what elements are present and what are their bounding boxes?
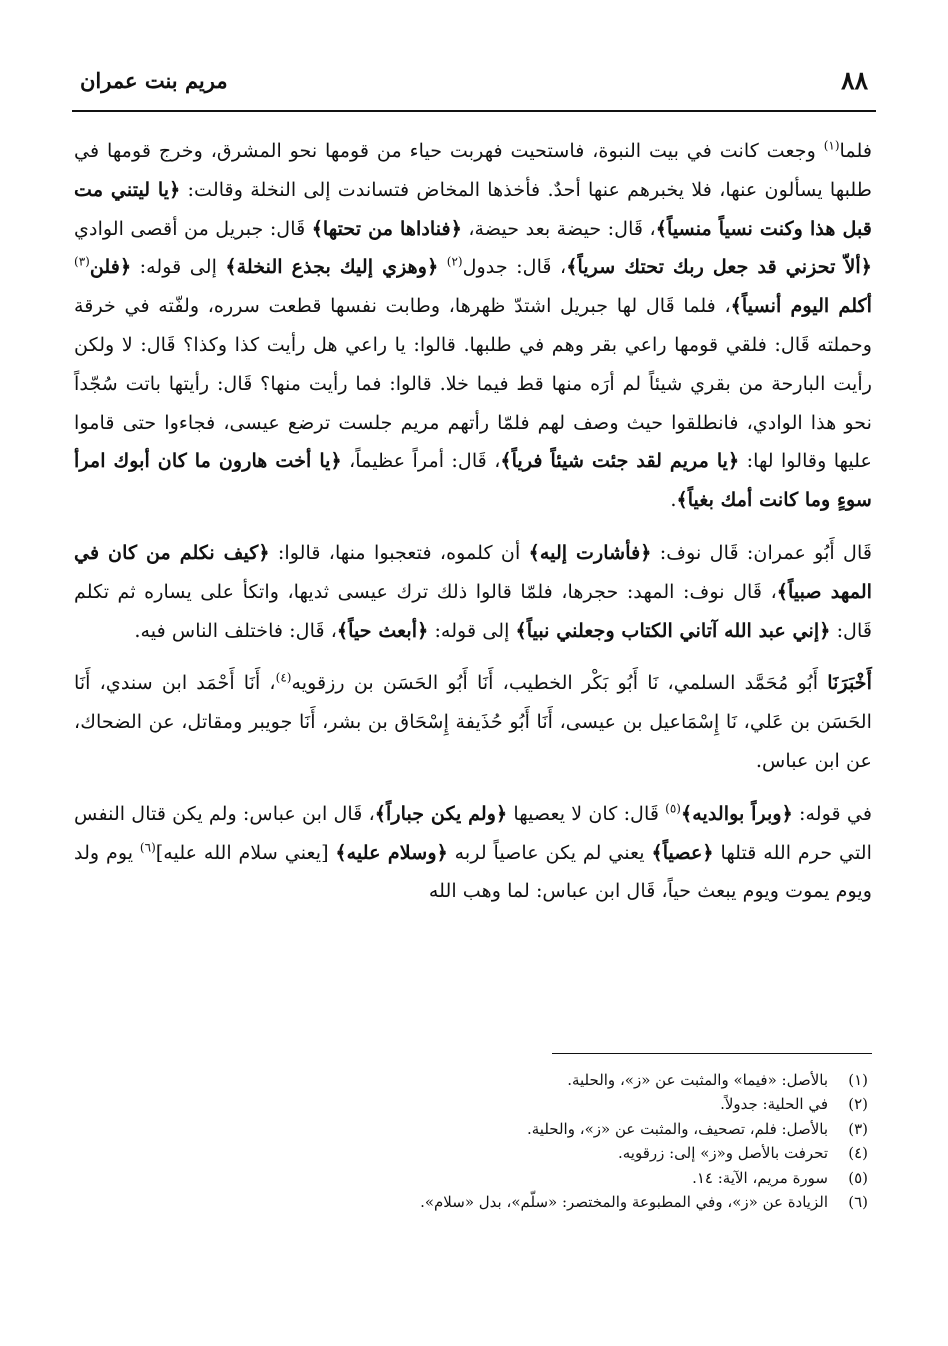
paragraph [74, 795, 872, 911]
footnote-text: تحرفت بالأصل و«ز» إلى: زرقويه. [617, 1144, 828, 1163]
text-segment: [يعني سلام الله عليه] [155, 840, 336, 864]
header-divider [72, 110, 876, 112]
text-segment: ، قَال: فاختلف الناس فيه. [134, 618, 337, 642]
quran-quote: ﴿فلن [89, 255, 132, 279]
text-segment: أَبُو مُحَمَّد السلمي، نَا أَبُو بَكْر الخطيب، أَنَا أَبُو الحَسَن بن رزقويه [291, 671, 828, 695]
footnote-ref: (٢) [446, 255, 463, 269]
quran-quote: ﴿إني عبد الله آتاني الكتاب وجعلني نبياً﴾ [515, 618, 831, 642]
text-segment [438, 255, 446, 278]
footnote-text: في الحلية: جدولاً. [720, 1095, 828, 1114]
footnote-item [74, 1068, 868, 1092]
page-number: ٨٨ [841, 66, 868, 95]
text-segment: ، قَال ابن عباس: ولم يكن قتال النفس التي حرم الله قتلها [74, 801, 872, 864]
footnote-item [74, 1166, 868, 1190]
footnote-item [74, 1190, 868, 1214]
quran-quote: ﴿عصياً﴾ [651, 840, 714, 864]
quran-quote: ﴿يا أخت هارون ما كان أبوك امرأ سوءٍ وما كانت أمك بغياً﴾ [74, 449, 872, 512]
paragraph [74, 664, 872, 780]
quran-quote: ﴿وسلام عليه﴾ [335, 840, 448, 864]
quran-quote: ﴿يا مريم لقد جئت شيئاً فرياً﴾ [500, 449, 740, 473]
footnote-number: (٥) [848, 1168, 868, 1187]
paragraph [74, 534, 872, 650]
text-segment: قَال أَبُو عمران: قَال نوف: [651, 540, 872, 564]
quran-quote: ﴿ولم يكن جباراً﴾ [374, 801, 508, 825]
footnote-item [74, 1141, 868, 1165]
quran-quote: ﴿ألاّ تحزني قد جعل ربك تحتك سرياً﴾ [566, 255, 872, 279]
main-text [74, 132, 872, 925]
footnote-text: بالأصل: فلم، تصحيف، والمثبت عن «ز»، والحلية. [527, 1119, 828, 1138]
page-header [72, 62, 876, 102]
footnote-item [74, 1117, 868, 1141]
footnote-number: (٤) [848, 1144, 868, 1163]
running-title: مريم بنت عمران [80, 68, 228, 93]
quran-quote: أَخْبَرَنَا [827, 671, 872, 695]
footnote-ref: (٦) [139, 840, 156, 855]
text-segment: قَال: كان لا يعصيها [507, 801, 666, 825]
footnote-text: بالأصل: «فيما» والمثبت عن «ز»، والحلية. [567, 1071, 828, 1089]
quran-quote: ﴿فناداها من تحتها﴾ [311, 216, 462, 240]
text-segment: ، قَال: أمراً عظيماً، [341, 449, 501, 473]
text-segment: ، قَال: حيضة بعد حيضة، [461, 216, 656, 240]
footnote-number: (٣) [848, 1119, 868, 1138]
footnote-divider [552, 1053, 872, 1054]
footnote-number: (٢) [848, 1095, 868, 1114]
text-segment: ، قَال: جدول [462, 255, 567, 279]
paragraph [74, 132, 872, 520]
footnote-number: (٦) [848, 1193, 868, 1212]
text-segment: أن كلموه، فتعجبوا منها، قالوا: [269, 540, 529, 564]
footnotes [74, 1068, 868, 1214]
text-segment: ، أَنَا أَحْمَد ابن سندي، أَنَا الحَسَن بن عَلي، نَا إِسْمَاعيل بن عيسى، أَنَا أَبُو حُذَيفة إِسْحَاق بن بشر، أَنَا جويبر ومقاتل، عن الضحاك، عن ابن عباس. [74, 671, 872, 772]
footnote-ref: (٣) [74, 255, 90, 269]
quran-quote: ﴿وبراً بوالديه﴾ [680, 801, 793, 825]
footnote-item [74, 1092, 868, 1116]
quran-quote: ﴿كيف نكلم من كان في المهد صبياً﴾ [74, 540, 872, 603]
text-segment: وجعت كانت في بيت النبوة، فاستحيت فهربت حياء من قومها نحو المشرق، وخرج قومها في طلبها يسألون عنها، فلا يخبرهم عنها أحدٌ. فأخذها المخاض فتساندت إلى النخلة وقالت: [74, 139, 872, 201]
text-segment: فلما [839, 139, 872, 162]
quran-quote: ﴿وهزي إليك بجذع النخلة﴾ [225, 255, 439, 279]
quran-quote: أكلم اليوم أنسياً﴾ [730, 294, 873, 318]
text-segment: ، قَال نوف: المهد: حجرها، فلمّا قالوا ذلك ترك عيسى ثديها، واتكأ على يساره ثم تكلم قَال: [74, 579, 872, 642]
text-segment: إلى قوله: [131, 255, 226, 279]
quran-quote: ﴿يا ليتني مت قبل هذا وكنت نسياً منسياً﴾ [74, 177, 872, 240]
text-segment: إلى قوله: [428, 618, 516, 642]
text-segment: . [670, 488, 677, 512]
text-segment: قَال: جبريل من أقصى الوادي [74, 216, 312, 240]
text-segment: يعني لم يكن عاصياً لربه [447, 840, 652, 864]
quran-quote: ﴿فأشارت إليه﴾ [528, 540, 652, 564]
footnote-number: (١) [848, 1071, 868, 1089]
footnote-text: سورة مريم، الآية: ١٤. [692, 1168, 828, 1187]
footnote-ref: (٤) [275, 670, 292, 685]
text-segment: يوم ولد ويوم يموت ويوم يبعث حياً، قَال ابن عباس: لما وهب الله [74, 840, 872, 903]
text-segment: في قوله: [792, 801, 872, 825]
text-segment: ، فلما قَال لها جبريل اشتدّ ظهرها، وطابت نفسها قطعت سرره، ولفّته في خرقة وحملته قَال: فلقي قومها راعي بقر وهم في طلبها. قالوا: يا راعي هل رأيت كذا وكذا؟ قَال: لا ولكن رأيت البارحة من بقري شيئاً لم أرَه منها قط فيما خلا. قالوا: فما رأيت منها؟ قَال: رأيتها باتت سُجّداً نحو هذا الوادي، فانطلقوا حيث وصف لهم فلمّا رأتهم مريم جلست ترضع عيسى، فجاءوا حتى قاموا عليها وقالوا لها: [74, 294, 872, 473]
footnote-text: الزيادة عن «ز»، وفي المطبوعة والمختصر: «سلّم»، بدل «سلام». [420, 1193, 828, 1212]
footnote-ref: (١) [823, 138, 840, 153]
quran-quote: ﴿أبعث حياً﴾ [336, 618, 429, 642]
footnote-ref: (٥) [665, 801, 681, 816]
